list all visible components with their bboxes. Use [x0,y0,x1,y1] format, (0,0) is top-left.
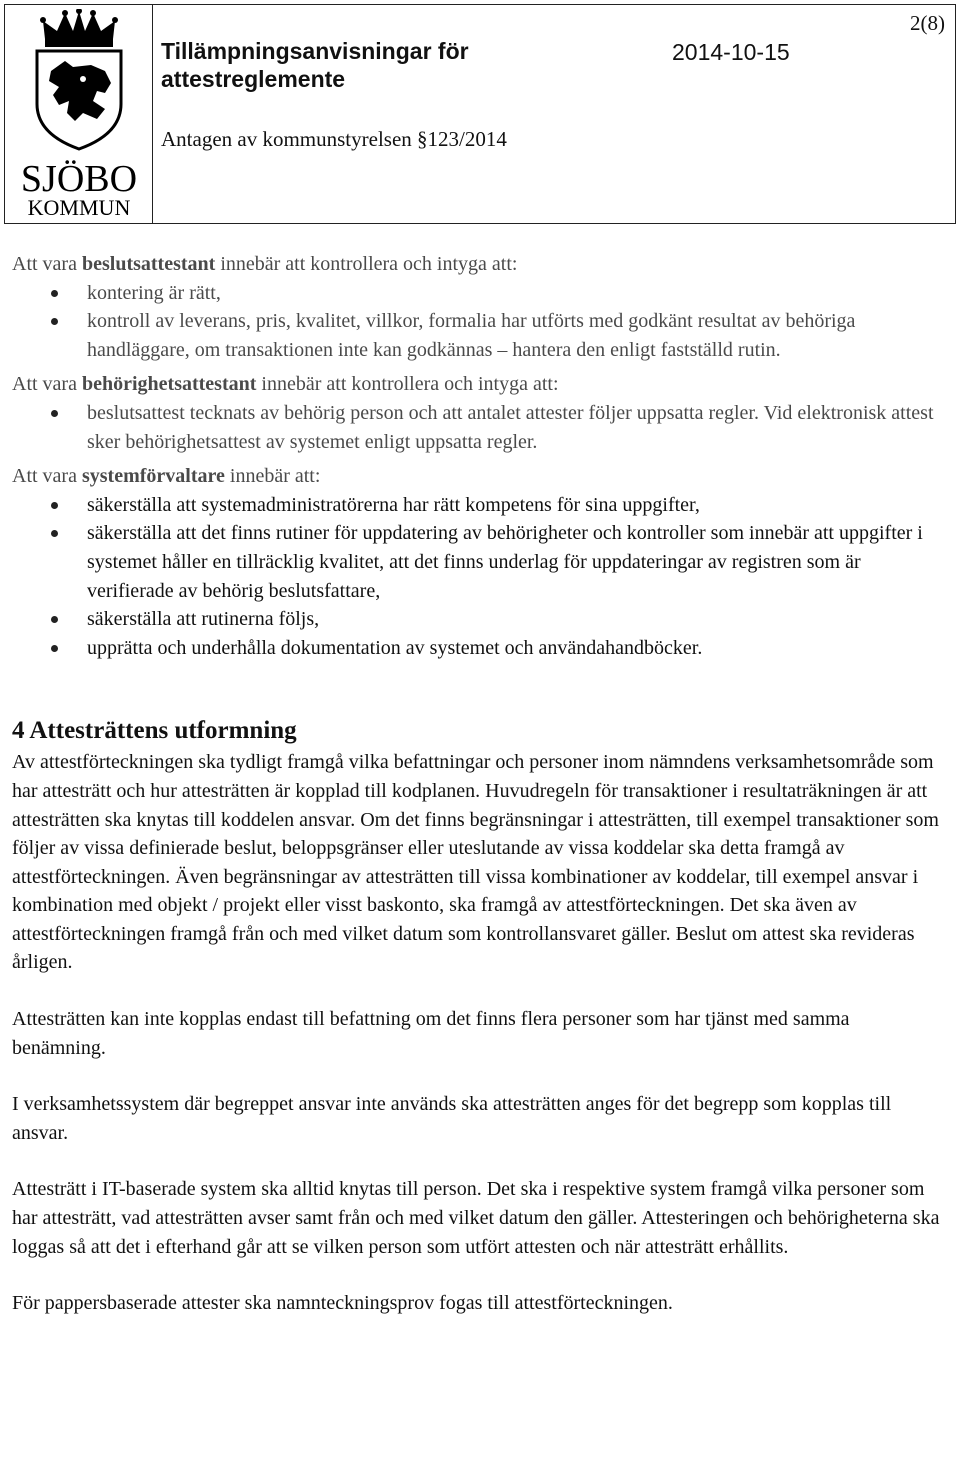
list-item: kontering är rätt, [12,279,947,308]
system-list [12,491,947,663]
adoption-ref: §123/2014 [417,127,507,151]
logo-name: SJÖBO [20,158,138,200]
behorighet-intro: Att vara behörighetsattestant innebär att kontrollera och intyga att: [12,373,559,396]
document-title: Tillämpningsanvisningar för attestreglemente [161,38,469,92]
document-header [4,4,956,224]
logo-sub: KOMMUN [27,195,131,219]
document-date: 2014-10-15 [672,39,790,65]
term-systemforvaltare: systemförvaltare [81,465,225,488]
system-intro: Att vara systemförvaltare innebär att: [12,465,321,488]
section-heading: 4 Attesträttens utformning [12,717,297,745]
adoption-prefix: Antagen av kommunstyrelsen [161,127,418,151]
logo-cell [5,5,153,223]
list-item: upprätta och underhålla dokumentation av systemet och användahandböcker. [12,634,947,663]
list-item: säkerställa att rutinerna följs, [12,605,947,634]
term-beslutsattestant: beslutsattestant [81,253,216,275]
beslut-list [12,279,947,365]
adoption-line [161,127,507,152]
term-behorighetsattestant: behörighetsattestant [81,373,257,396]
section-paragraph: I verksamhetssystem där begreppet ansvar inte används ska attesträtten anges för det begrepp som kopplas till ansvar. [12,1093,892,1144]
section-paragraph: Attesträtten kan inte kopplas endast till befattning om det finns flera personer som har tjänst med samma benämning. [12,1008,850,1059]
list-item: säkerställa att det finns rutiner för uppdatering av behörigheter och kontroller som innebär att uppgifter i systemet håller en tillräcklig kvalitet, att det finns underlag för uppdateringar av registren som är verifierade av behörig beslutsfattare, [12,519,947,605]
list-item: säkerställa att systemadministratörerna har rätt kompetens för sina uppgifter, [12,491,947,520]
section-paragraph: För pappersbaserade attester ska namnteckningsprov fogas till attestförteckningen. [12,1292,673,1315]
list-item: beslutsattest tecknats av behörig person och att antalet attester följer uppsatta regler. Vid elektronisk attest sker behörighetsattest av systemet enligt uppsatta regler. [12,399,947,456]
beslut-intro: Att vara beslutsattestant innebär att kontrollera och intyga att: [12,253,518,275]
section-paragraph: Av attestförteckningen ska tydligt framgå vilka befattningar och personer inom nämndens verksamhetsområde som har attesträtt och hur attesträtten är kopplad till kodplanen. Huvudregeln för transaktioner i resultaträkningen är att attesträtten ska knytas till koddelen ansvar. Om det finns begränsningar i attesträtten, till exempel transaktioner som följer av vissa definierade beslut, beloppsgränser eller uteslutande av vissa koddelar ska detta framgå av attestförteckningen. Även begränsningar av attesträtten till vissa kombinationer av koddelar, till exempel ansvar i kombination med objekt / projekt eller visst baskonto, ska framgå av attestförteckningen. Det ska även av attestförteckningen framgå från och med vilket datum som kontrollansvaret gäller. Beslut om attest ska revideras årligen. [12,751,939,974]
section-paragraph: Attesträtt i IT-baserade system ska alltid knytas till person. Det ska i respektive system framgå vilka personer som har attesträtt, vad attesträtten avser samt från och med vilket datum den gäller. Attesteringen och behörigheterna ska loggas så att det i efterhand går att se vilken person som utfört attesten och när attesträtt erhållits. [12,1178,940,1258]
document-body [12,250,947,1318]
list-item: kontroll av leverans, pris, kvalitet, villkor, formalia har utförts med godkänt resultat av behöriga handläggare, om transaktionen inte kan godkännas – hantera den enligt fastställd rutin. [12,307,947,364]
behorighet-list [12,399,947,456]
sjobo-coat-of-arms-logo [13,9,145,219]
page-number: 2(8) [910,11,945,35]
